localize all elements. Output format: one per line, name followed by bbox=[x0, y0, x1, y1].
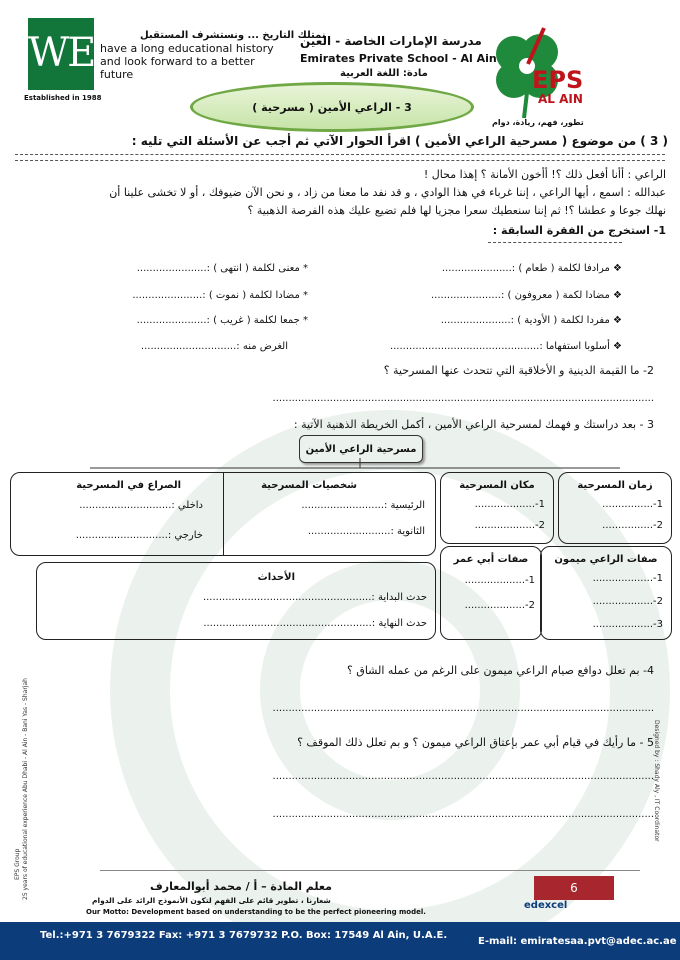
answer-blank[interactable]: .............................. bbox=[140, 341, 237, 352]
answer-blank[interactable]: 1-................... bbox=[474, 499, 545, 510]
answer-line[interactable]: ........................................................................................................................ bbox=[272, 703, 654, 714]
q1-item: * جمعا لكلمة ( غريب ) :...................... bbox=[136, 315, 308, 326]
lesson-title-banner: 3 - الراعي الأمين ( مسرحية ) bbox=[190, 82, 474, 132]
diamond-bullet-icon: ❖ bbox=[609, 290, 622, 301]
answer-blank[interactable]: خارجي :............................. bbox=[75, 530, 203, 541]
answer-blank[interactable]: 2-................... bbox=[592, 596, 663, 607]
mindmap-characters-conflict-box bbox=[10, 472, 436, 556]
divider bbox=[100, 870, 640, 871]
eps-group-subtitle: 25 years of educational experience Abu Dhabi - Al Ain - Bani Yas - Sharjah bbox=[22, 678, 29, 900]
q1-item: ❖ أسلوبا استفهاما :............................................... bbox=[389, 341, 622, 352]
answer-line[interactable]: ........................................................................................................................ bbox=[272, 809, 654, 820]
question-4: 4- بم تعلل دوافع صيام الراعي ميمون على الرغم من عمله الشاق ؟ bbox=[346, 664, 654, 677]
motto-english: Our Motto: Development based on understanding to be the perfect pioneering model. bbox=[86, 908, 426, 916]
answer-blank[interactable]: ............................................... bbox=[389, 341, 540, 352]
answer-blank[interactable]: ...................... bbox=[441, 263, 512, 274]
diamond-bullet-icon: ❖ bbox=[609, 341, 622, 352]
box-title: شخصيات المسرحية bbox=[261, 480, 357, 491]
answer-blank[interactable]: ...................... bbox=[440, 315, 511, 326]
answer-blank[interactable]: 2-................ bbox=[602, 520, 663, 531]
divider bbox=[223, 473, 224, 555]
eps-location: AL AIN bbox=[538, 92, 583, 106]
q1-item: الغرض منه :.............................. bbox=[140, 341, 288, 352]
established-label: Established in 1988 bbox=[24, 94, 102, 102]
diamond-bullet-icon: ❖ bbox=[609, 263, 622, 274]
answer-blank[interactable]: 1-................... bbox=[592, 573, 663, 584]
question-2: 2- ما القيمة الدينية و الأخلاقية التي تتحدث عنها المسرحية ؟ bbox=[383, 364, 654, 377]
answer-blank[interactable]: 1-................... bbox=[464, 575, 535, 586]
answer-blank[interactable]: الرئيسية :.......................... bbox=[301, 500, 425, 511]
subject-label: مادة: اللغة العربية bbox=[340, 68, 428, 79]
mindmap-time-box bbox=[558, 472, 672, 544]
question-1-heading: 1- استخرج من الفقرة السابقة : bbox=[492, 224, 666, 237]
answer-line[interactable]: ........................................................................................................................ bbox=[272, 393, 654, 404]
tagline-english: have a long educational history and look forward to a better future bbox=[100, 42, 274, 81]
designed-by-label: Designed by : Shady Aly , IT Coordinator bbox=[653, 720, 660, 842]
slogan-arabic: شعارنا ، تطوير قائم على الفهم لتكون الأنموذج الرائد على الدوام bbox=[92, 896, 331, 905]
answer-blank[interactable]: ...................... bbox=[136, 315, 207, 326]
answer-blank[interactable]: ...................... bbox=[431, 290, 501, 301]
question-5: 5 - ما رأيك في قيام أبي عمر بإعتاق الراعي ميمون ؟ و بم تعلل ذلك الموقف ؟ bbox=[297, 736, 654, 749]
q1-item: * مضادا لكلمة ( نموت ) :...................... bbox=[132, 290, 308, 301]
divider bbox=[15, 160, 665, 161]
answer-blank[interactable]: داخلي :............................. bbox=[79, 500, 203, 511]
q1-item: ❖ مضادا لكمة ( معروفون ) :...................... bbox=[431, 290, 622, 301]
box-title: مكان المسرحية bbox=[459, 480, 535, 491]
mindmap-abuomar-box bbox=[440, 546, 542, 640]
answer-blank[interactable]: ...................... bbox=[136, 263, 207, 274]
mindmap-place-box bbox=[440, 472, 554, 544]
divider bbox=[488, 242, 622, 243]
answer-blank[interactable]: حدث النهاية :..................................................... bbox=[203, 618, 427, 629]
answer-blank[interactable]: 1-................ bbox=[602, 499, 663, 510]
contact-info: Tel.:+971 3 7679322 Fax: +971 3 7679732 P.O. Box: 17549 Al Ain, U.A.E. bbox=[40, 930, 448, 941]
edexcel-logo: edexcel bbox=[524, 900, 568, 911]
divider bbox=[15, 154, 665, 155]
eps-group-label: EPS Group bbox=[14, 848, 21, 880]
q1-item: ❖ مرادفا لكلمة ( طعام ) :...................... bbox=[441, 263, 622, 274]
mindmap-center: مسرحية الراعي الأمين bbox=[299, 435, 423, 463]
we-logo: WE bbox=[28, 18, 94, 90]
passage-line: الراعي : أأنا أفعل ذلك ؟! أأخون الأمانة ؟ إهذا محال ! bbox=[423, 168, 666, 181]
school-name-english: Emirates Private School - Al Ain bbox=[300, 52, 497, 65]
answer-line[interactable]: ........................................................................................................................ bbox=[272, 771, 654, 782]
q1-item: ❖ مفردا لكلمة ( الأودية ) :...................... bbox=[440, 315, 622, 326]
diamond-bullet-icon: ❖ bbox=[609, 315, 622, 326]
answer-blank[interactable]: 2-................... bbox=[464, 600, 535, 611]
page-number: 6 bbox=[534, 876, 614, 900]
passage-line: نهلك جوعا و عطشا ؟! ثم إننا سنعطيك سعرا مجزيا لها فلم تضيع عليك هذه الفرصة الذهبية ؟ bbox=[247, 204, 666, 217]
q1-item: * معنى لكلمة ( انتهى ) :...................... bbox=[136, 263, 308, 274]
box-title: الصراع في المسرحية bbox=[76, 480, 181, 491]
answer-blank[interactable]: 3-................... bbox=[592, 619, 663, 630]
section-instruction: ( 3 ) من موضوع ( مسرحية الراعي الأمين ) اقرأ الحوار الآتي ثم أجب عن الأسئلة التي تليه : bbox=[131, 134, 668, 148]
mindmap-maymoon-box bbox=[540, 546, 672, 640]
passage-line: عبدالله : اسمع ، أيها الراعي ، إننا غرباء في هذا الوادي ، و قد نفد ما معنا من زاد ، و نحن الآن ضيوفك ، أو لا تخشى علينا أن bbox=[109, 186, 666, 199]
box-title: صفات أبي عمر bbox=[453, 554, 529, 565]
answer-blank[interactable]: الثانوية :.......................... bbox=[307, 526, 425, 537]
answer-blank[interactable]: 2-................... bbox=[474, 520, 545, 531]
box-title: صفات الراعي ميمون bbox=[554, 554, 658, 565]
box-title: زمان المسرحية bbox=[577, 480, 653, 491]
school-name-arabic: مدرسة الإمارات الخاصة - العين bbox=[300, 34, 482, 48]
teacher-name: معلم المادة – أ / محمد أبوالمعارف bbox=[150, 880, 332, 893]
eps-logo-text: EPS bbox=[532, 66, 584, 94]
email-address[interactable]: E-mail: emiratesaa.pvt@adec.ac.ae bbox=[478, 936, 677, 947]
eps-motto: تطور، فهم، ريادة، دوام bbox=[492, 118, 584, 127]
answer-blank[interactable]: حدث البداية :..................................................... bbox=[202, 592, 427, 603]
question-3: 3 - بعد دراستك و فهمك لمسرحية الراعي الأمين ، أكمل الخريطة الذهنية الآتية : bbox=[293, 418, 654, 431]
answer-blank[interactable]: ...................... bbox=[132, 290, 203, 301]
box-title: الأحداث bbox=[257, 572, 295, 583]
mindmap-events-box bbox=[36, 562, 436, 640]
tagline-arabic: نمتلك التاريخ ... ونستشرف المستقبل bbox=[140, 30, 326, 41]
